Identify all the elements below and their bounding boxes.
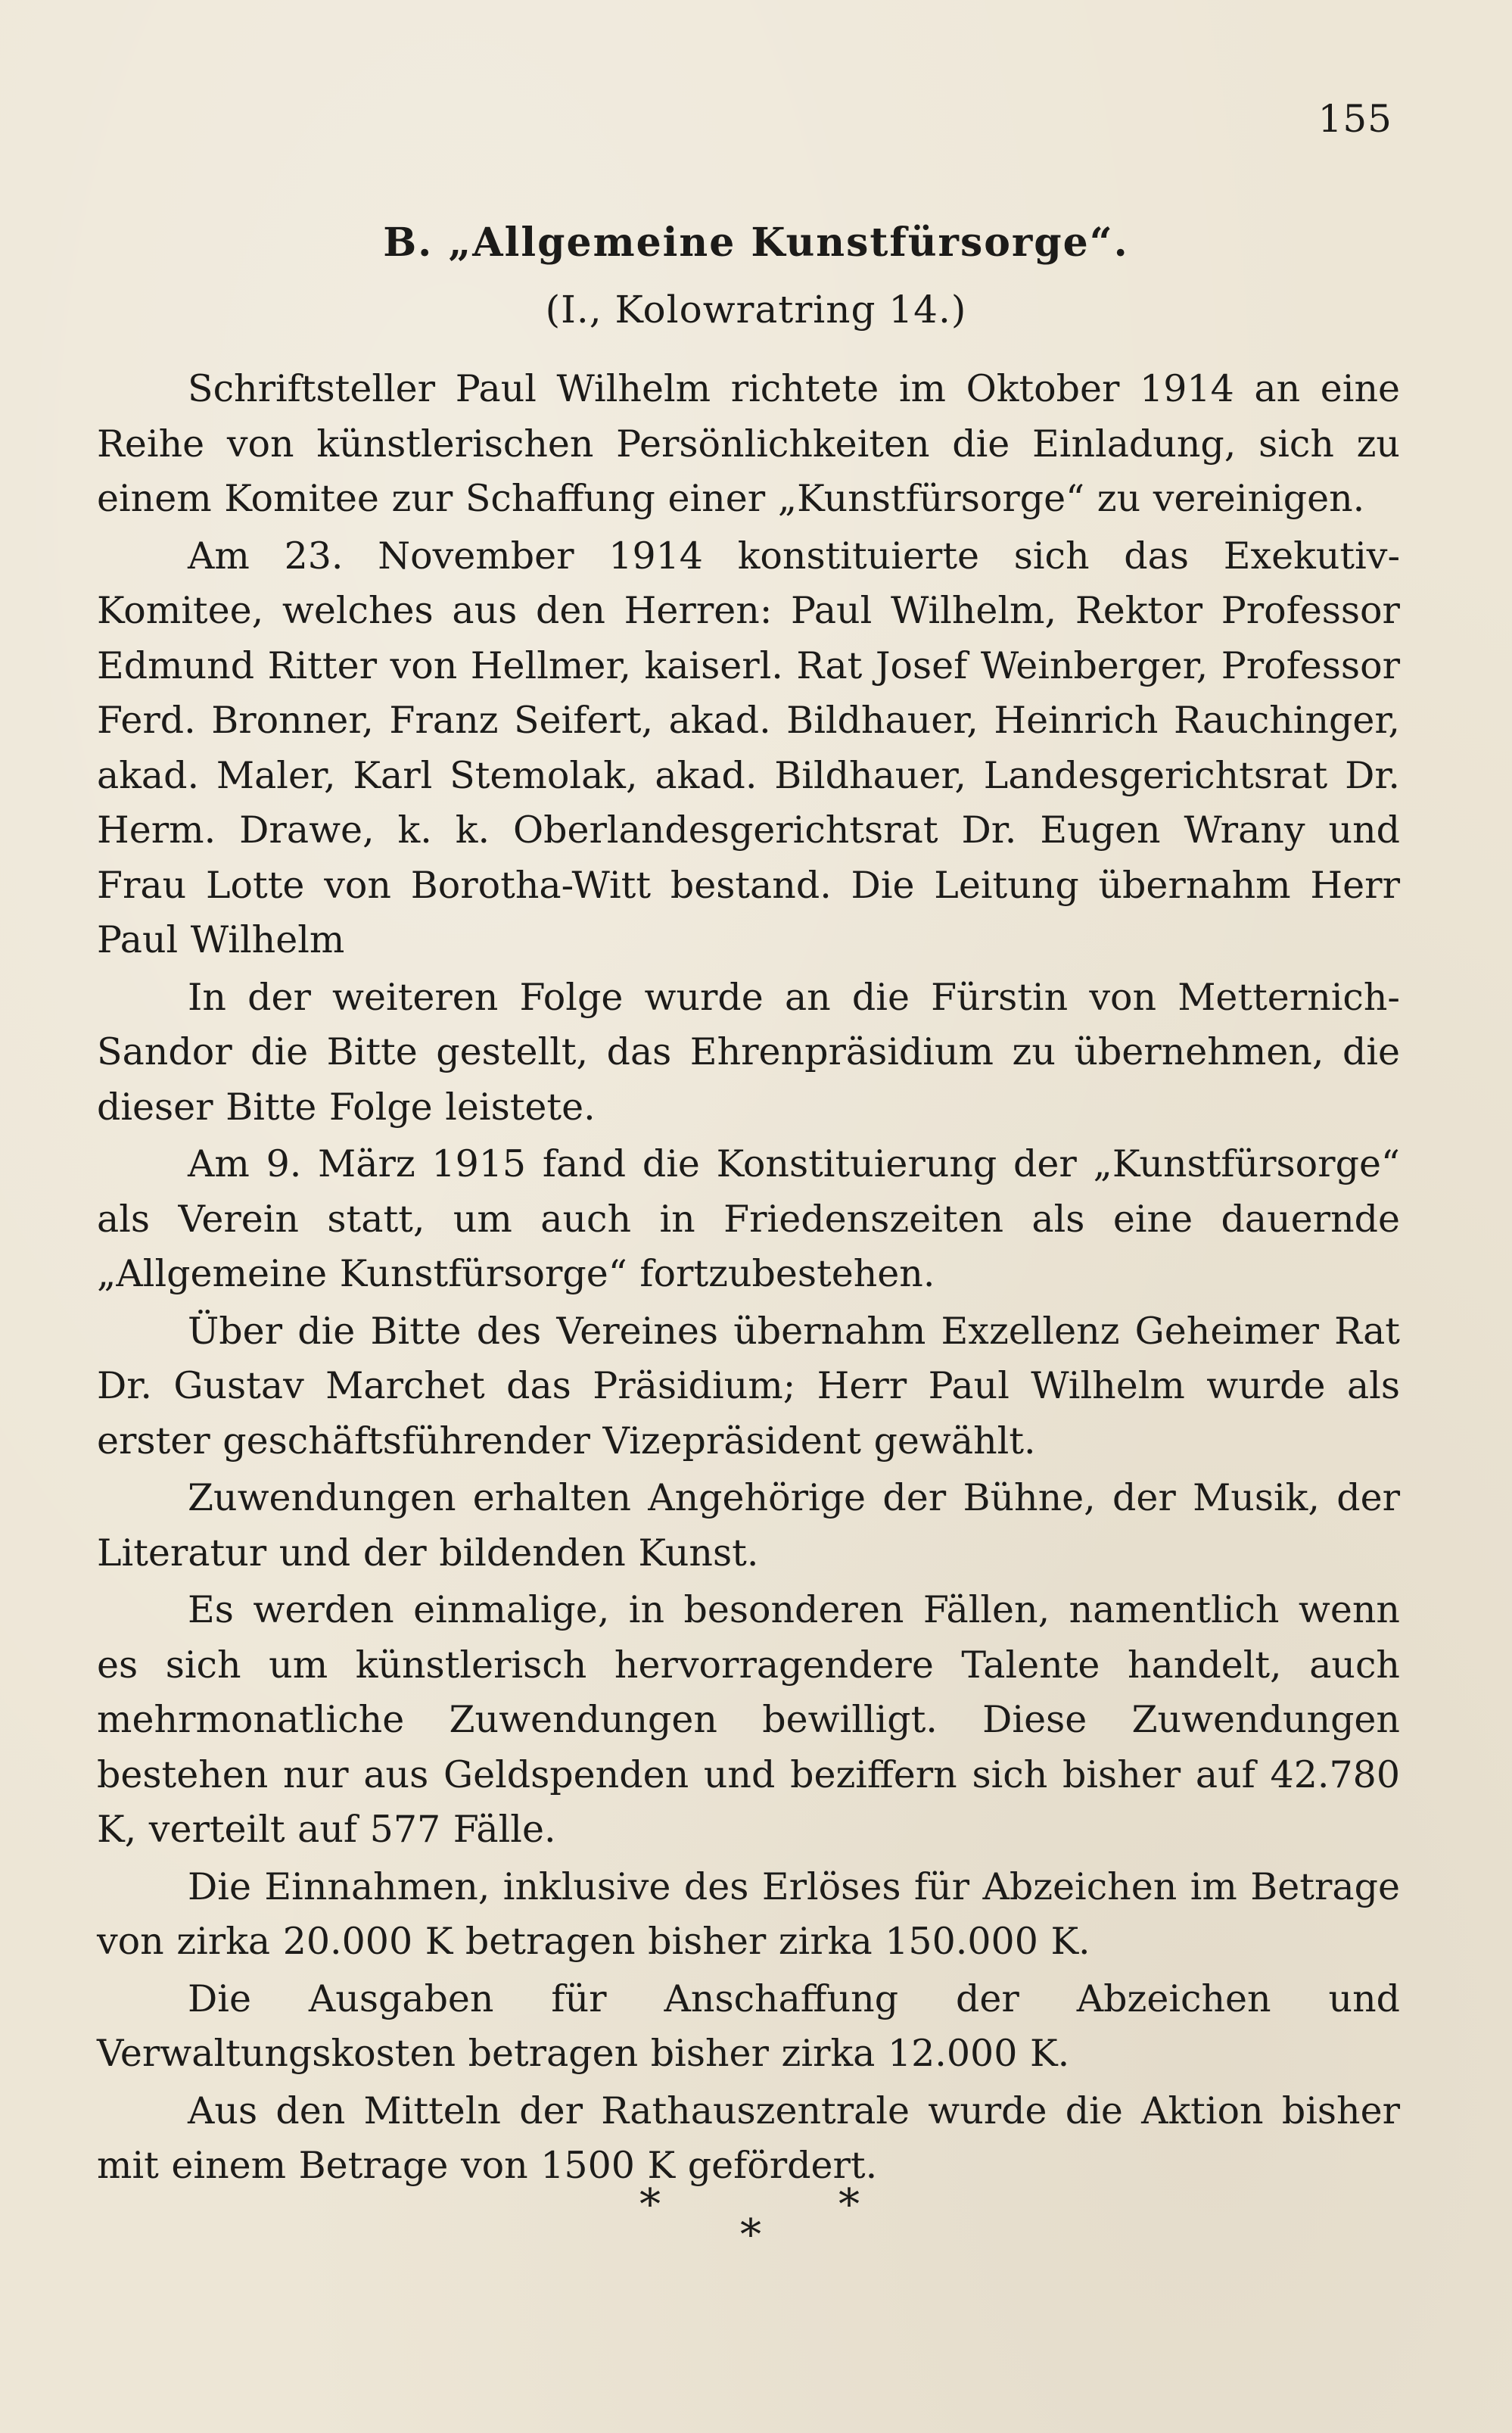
section-address: (I., Kolowratring 14.) — [545, 288, 967, 332]
paragraph-city-funding: Aus den Mitteln der Rathauszentrale wurde die Aktion bisher mit einem Betrage von 1500 K gefördert. — [97, 2089, 1400, 2187]
paragraph-expenses: Die Ausgaben für Anschaffung der Abzeichen und Verwaltungskosten betragen bisher zirka 12.000 K. — [97, 1977, 1400, 2075]
page-number: 155 — [1318, 97, 1392, 141]
paragraph-grants: Es werden einmalige, in besonderen Fällen, namentlich wenn es sich um künstlerisch hervorragendere Talente handelt, auch mehrmonatliche Zuwendungen bewilligt. Diese Zuwendungen bestehen nur aus Geldspenden und beziffern sich bisher auf 42.780 K, verteilt auf 577 Fälle. — [97, 1588, 1400, 1851]
asterism-ornament — [0, 2180, 1512, 2271]
body-text — [97, 362, 1400, 2196]
paragraph-honorary-presidency: In der weiteren Folge wurde an die Fürstin von Metternich-Sandor die Bitte gestellt, das Ehrenpräsidium zu übernehmen, die dieser Bitte Folge leistete. — [97, 975, 1400, 1129]
paragraph-founding-invitation: Schriftsteller Paul Wilhelm richtete im Oktober 1914 an eine Reihe von künstlerischen Persönlichkeiten die Einladung, sich zu einem Komitee zur Schaffung einer „Kunstfürsorge“ zu vereinigen. — [97, 367, 1400, 520]
asterisk-right: * — [838, 2180, 860, 2229]
paragraph-executive-committee: Am 23. November 1914 konstituierte sich das Exekutiv-Komitee, welches aus den Herren: Paul Wilhelm, Rektor Professor Edmund Ritter von Hellmer, kaiserl. Rat Josef Weinberger, Professor Ferd. Bronner, Franz Seifert, akad. Bildhauer, Heinrich Rauchinger, akad. Maler, Karl Stemolak, akad. Bildhauer, Landesgerichtsrat Dr. Herm. Drawe, k. k. Oberlandesgerichtsrat Dr. Eugen Wrany und Frau Lotte von Borotha-Witt bestand. Die Leitung übernahm Herr Paul Wilhelm — [97, 534, 1400, 961]
section-heading: B. „Allgemeine Kunstfürsorge“. — [383, 220, 1129, 266]
paragraph-recipients: Zuwendungen erhalten Angehörige der Bühne, der Musik, der Literatur und der bildenden Kunst. — [97, 1476, 1400, 1575]
asterisk-left: * — [639, 2180, 661, 2229]
paragraph-income: Die Einnahmen, inklusive des Erlöses für Abzeichen im Betrage von zirka 20.000 K betragen bisher zirka 150.000 K. — [97, 1864, 1400, 1963]
paragraph-presidency: Über die Bitte des Vereines übernahm Exzellenz Geheimer Rat Dr. Gustav Marchet das Präsidium; Herr Paul Wilhelm wurde als erster geschäftsführender Vizepräsident gewählt. — [97, 1309, 1400, 1463]
asterisk-bottom: * — [740, 2210, 761, 2260]
paragraph-association-founding: Am 9. März 1915 fand die Konstituierung der „Kunstfürsorge“ als Verein statt, um auch in Friedenszeiten als eine dauernde „Allgemeine Kunstfürsorge“ fortzubestehen. — [97, 1142, 1400, 1295]
